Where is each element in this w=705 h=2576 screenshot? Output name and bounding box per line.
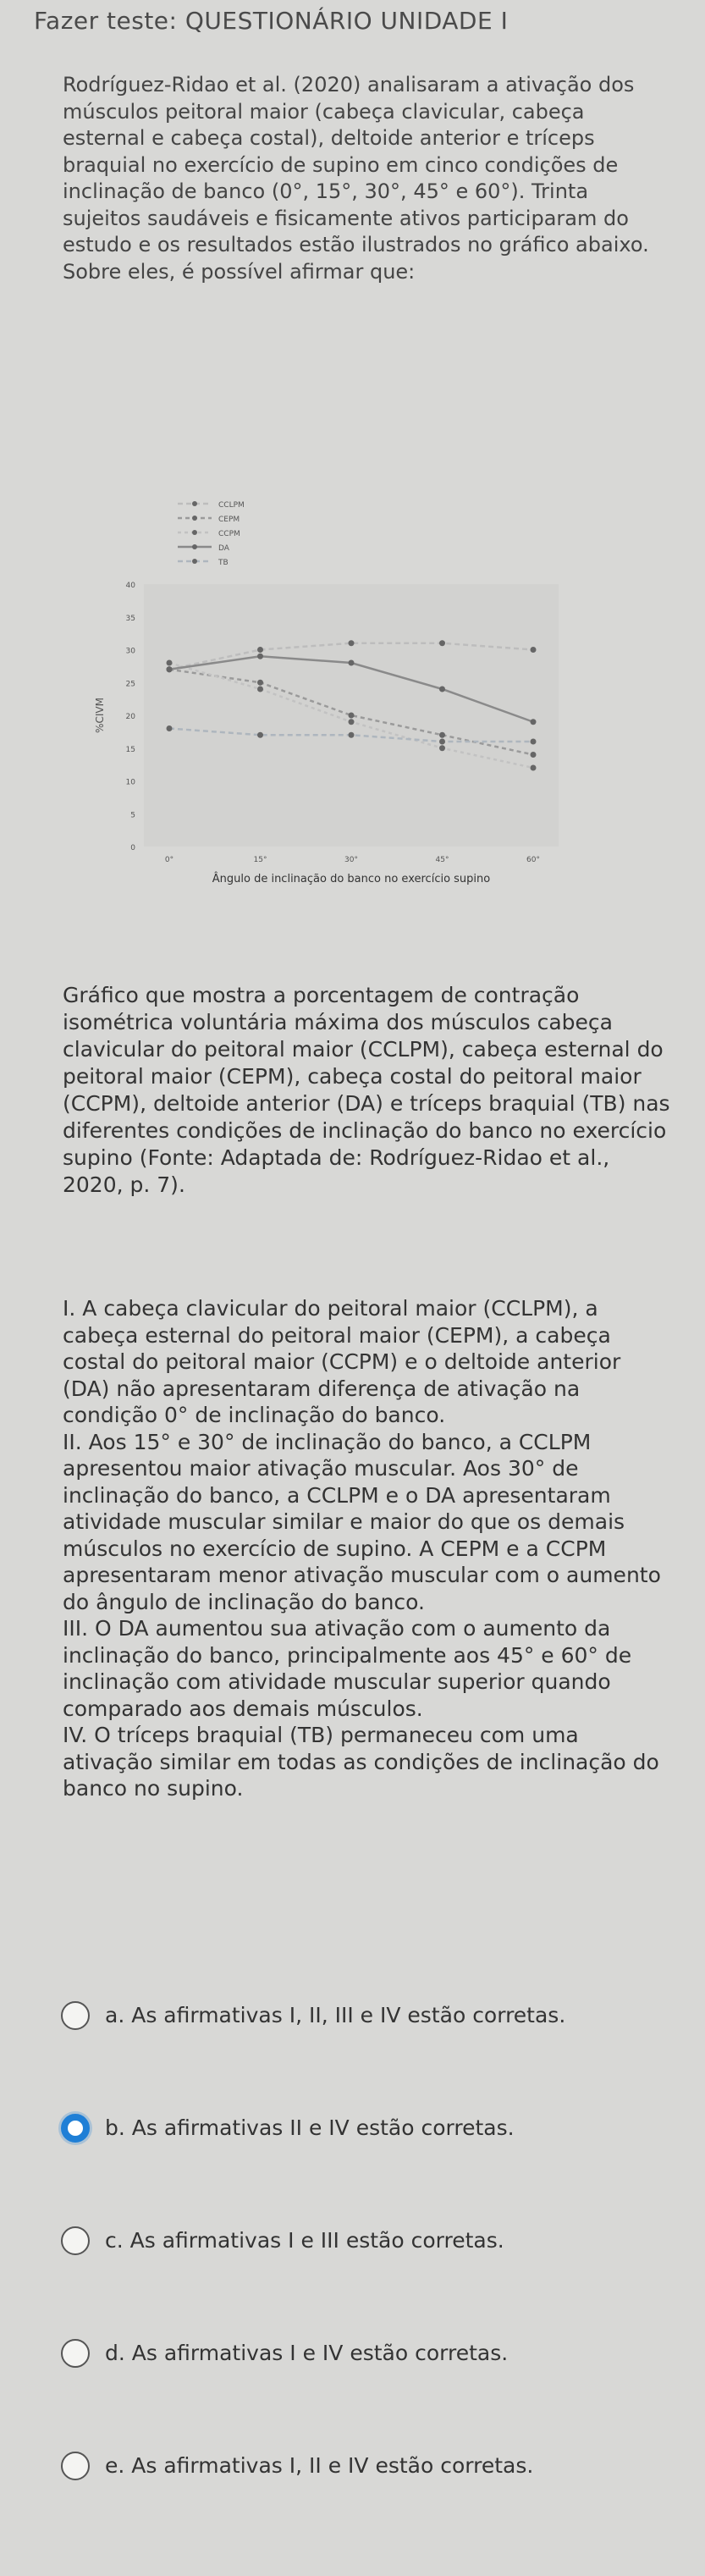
- data-point-da: [257, 654, 263, 659]
- legend-label-tb: TB: [218, 559, 229, 567]
- x-tick-label: 15°: [253, 856, 267, 864]
- chart-caption: Gráfico que mostra a porcentagem de contração isométrica voluntária máxima dos músculos cabeça clavicular do peitoral maior (CCLPM), cabeça esternal do peitoral maior (CEPM), cabeça costal do peitoral maior (CCPM), deltoide anterior (DA) e tríceps braquial (TB) nas diferentes condições de inclinação do banco no exercício supino (Fonte: Adaptada de: Rodríguez-Ridao et al., 2020, p. 7).: [63, 983, 670, 1197]
- data-point-da: [349, 660, 355, 666]
- legend-marker-cepm: [192, 516, 197, 521]
- legend-label-cepm: CEPM: [218, 516, 240, 524]
- statement-2: II. Aos 15° e 30° de inclinação do banco, a CCLPM apresentou maior ativação muscular. Aos 30° de inclinação do banco, a CCLPM e o DA apresentaram atividade muscular similar e maior do que os demais músculos no exercício de supino. A CEPM e a CCPM apresentaram menor ativação muscular com o aumento do ângulo de inclinação do banco.: [63, 1429, 661, 1614]
- radio-a[interactable]: [61, 2001, 90, 2030]
- option-b-label: b. As afirmativas II e IV estão corretas.: [105, 2115, 515, 2140]
- option-e-label: e. As afirmativas I, II e IV estão corretas.: [105, 2453, 534, 2478]
- data-point-ccpm: [531, 765, 537, 771]
- x-tick-label: 45°: [435, 856, 449, 864]
- data-point-cclpm: [257, 647, 263, 653]
- data-point-tb: [439, 739, 445, 745]
- radio-b[interactable]: [61, 2114, 90, 2143]
- legend-marker-tb: [192, 559, 197, 564]
- data-point-tb: [257, 732, 263, 738]
- legend-marker-cclpm: [192, 501, 197, 506]
- radio-d[interactable]: [61, 2339, 90, 2368]
- statement-3: III. O DA aumentou sua ativação com o aumento da inclinação do banco, principalmente aos 45° e 60° de inclinação com atividade muscular superior quando comparado aos demais músculos.: [63, 1616, 632, 1721]
- x-axis-label: Ângulo de inclinação do banco no exercício supino: [212, 873, 491, 885]
- statement-1: I. A cabeça clavicular do peitoral maior (CCLPM), a cabeça esternal do peitoral maior (CEPM), a cabeça costal do peitoral maior (CCPM) e o deltoide anterior (DA) não apresentaram diferença de ativação na condição 0° de inclinação do banco.: [63, 1296, 621, 1427]
- y-tick-label: 25: [125, 680, 135, 689]
- statements-list: [63, 1295, 672, 1802]
- data-point-cepm: [257, 680, 263, 686]
- data-point-da: [531, 719, 537, 725]
- option-b[interactable]: [61, 2110, 670, 2223]
- y-tick-label: 10: [125, 778, 135, 787]
- answer-options: [61, 1998, 670, 2561]
- x-tick-label: 0°: [164, 856, 174, 864]
- question-intro: Rodríguez-Ridao et al. (2020) analisaram a ativação dos músculos peitoral maior (cabeça clavicular, cabeça esternal e cabeça costal), deltoide anterior e tríceps braquial no exercício de supino em cinco condições de inclinação de banco (0°, 15°, 30°, 45° e 60°). Trinta sujeitos saudáveis e fisicamente ativos participaram do estudo e os resultados estão ilustrados no gráfico abaixo. Sobre eles, é possível afirmar que:: [63, 73, 649, 284]
- data-point-da: [439, 687, 445, 692]
- y-tick-label: 40: [125, 582, 135, 590]
- data-point-cclpm: [349, 640, 355, 646]
- data-point-ccpm: [349, 719, 355, 725]
- activation-chart: [85, 491, 592, 914]
- data-point-da: [167, 666, 173, 672]
- data-point-tb: [531, 739, 537, 745]
- radio-e[interactable]: [61, 2452, 90, 2480]
- data-point-cepm: [531, 752, 537, 758]
- statement-4: IV. O tríceps braquial (TB) permaneceu com uma ativação similar em todas as condições de inclinação do banco no supino.: [63, 1723, 659, 1801]
- data-point-ccpm: [439, 745, 445, 751]
- y-tick-label: 15: [125, 745, 135, 754]
- option-d-label: d. As afirmativas I e IV estão corretas.: [105, 2341, 509, 2365]
- data-point-ccpm: [257, 687, 263, 692]
- data-point-ccpm: [167, 660, 173, 666]
- data-point-cclpm: [439, 640, 445, 646]
- data-point-cepm: [349, 713, 355, 719]
- option-a-label: a. As afirmativas I, II, III e IV estão corretas.: [105, 2003, 566, 2027]
- option-c[interactable]: [61, 2223, 670, 2336]
- radio-c[interactable]: [61, 2226, 90, 2255]
- option-c-label: c. As afirmativas I e III estão corretas.: [105, 2228, 504, 2253]
- legend-marker-da: [192, 544, 197, 549]
- legend-label-da: DA: [218, 544, 229, 553]
- legend-label-ccpm: CCPM: [218, 530, 240, 538]
- page-title: Fazer teste: QUESTIONÁRIO UNIDADE I: [34, 7, 509, 35]
- y-tick-label: 35: [125, 614, 135, 623]
- legend-label-cclpm: CCLPM: [218, 501, 245, 510]
- legend-marker-ccpm: [192, 530, 197, 535]
- chart-svg: [85, 491, 592, 914]
- y-tick-label: 30: [125, 647, 135, 656]
- y-tick-label: 5: [130, 811, 135, 820]
- x-tick-label: 30°: [344, 856, 358, 864]
- option-a[interactable]: [61, 1998, 670, 2110]
- option-d[interactable]: [61, 2336, 670, 2448]
- y-tick-label: 0: [130, 844, 135, 852]
- y-tick-label: 20: [125, 713, 135, 721]
- data-point-tb: [349, 732, 355, 738]
- option-e[interactable]: [61, 2448, 670, 2561]
- data-point-cclpm: [531, 647, 537, 653]
- y-axis-label: %CIVM: [94, 698, 106, 733]
- x-tick-label: 60°: [526, 856, 540, 864]
- data-point-cepm: [439, 732, 445, 738]
- data-point-tb: [167, 725, 173, 731]
